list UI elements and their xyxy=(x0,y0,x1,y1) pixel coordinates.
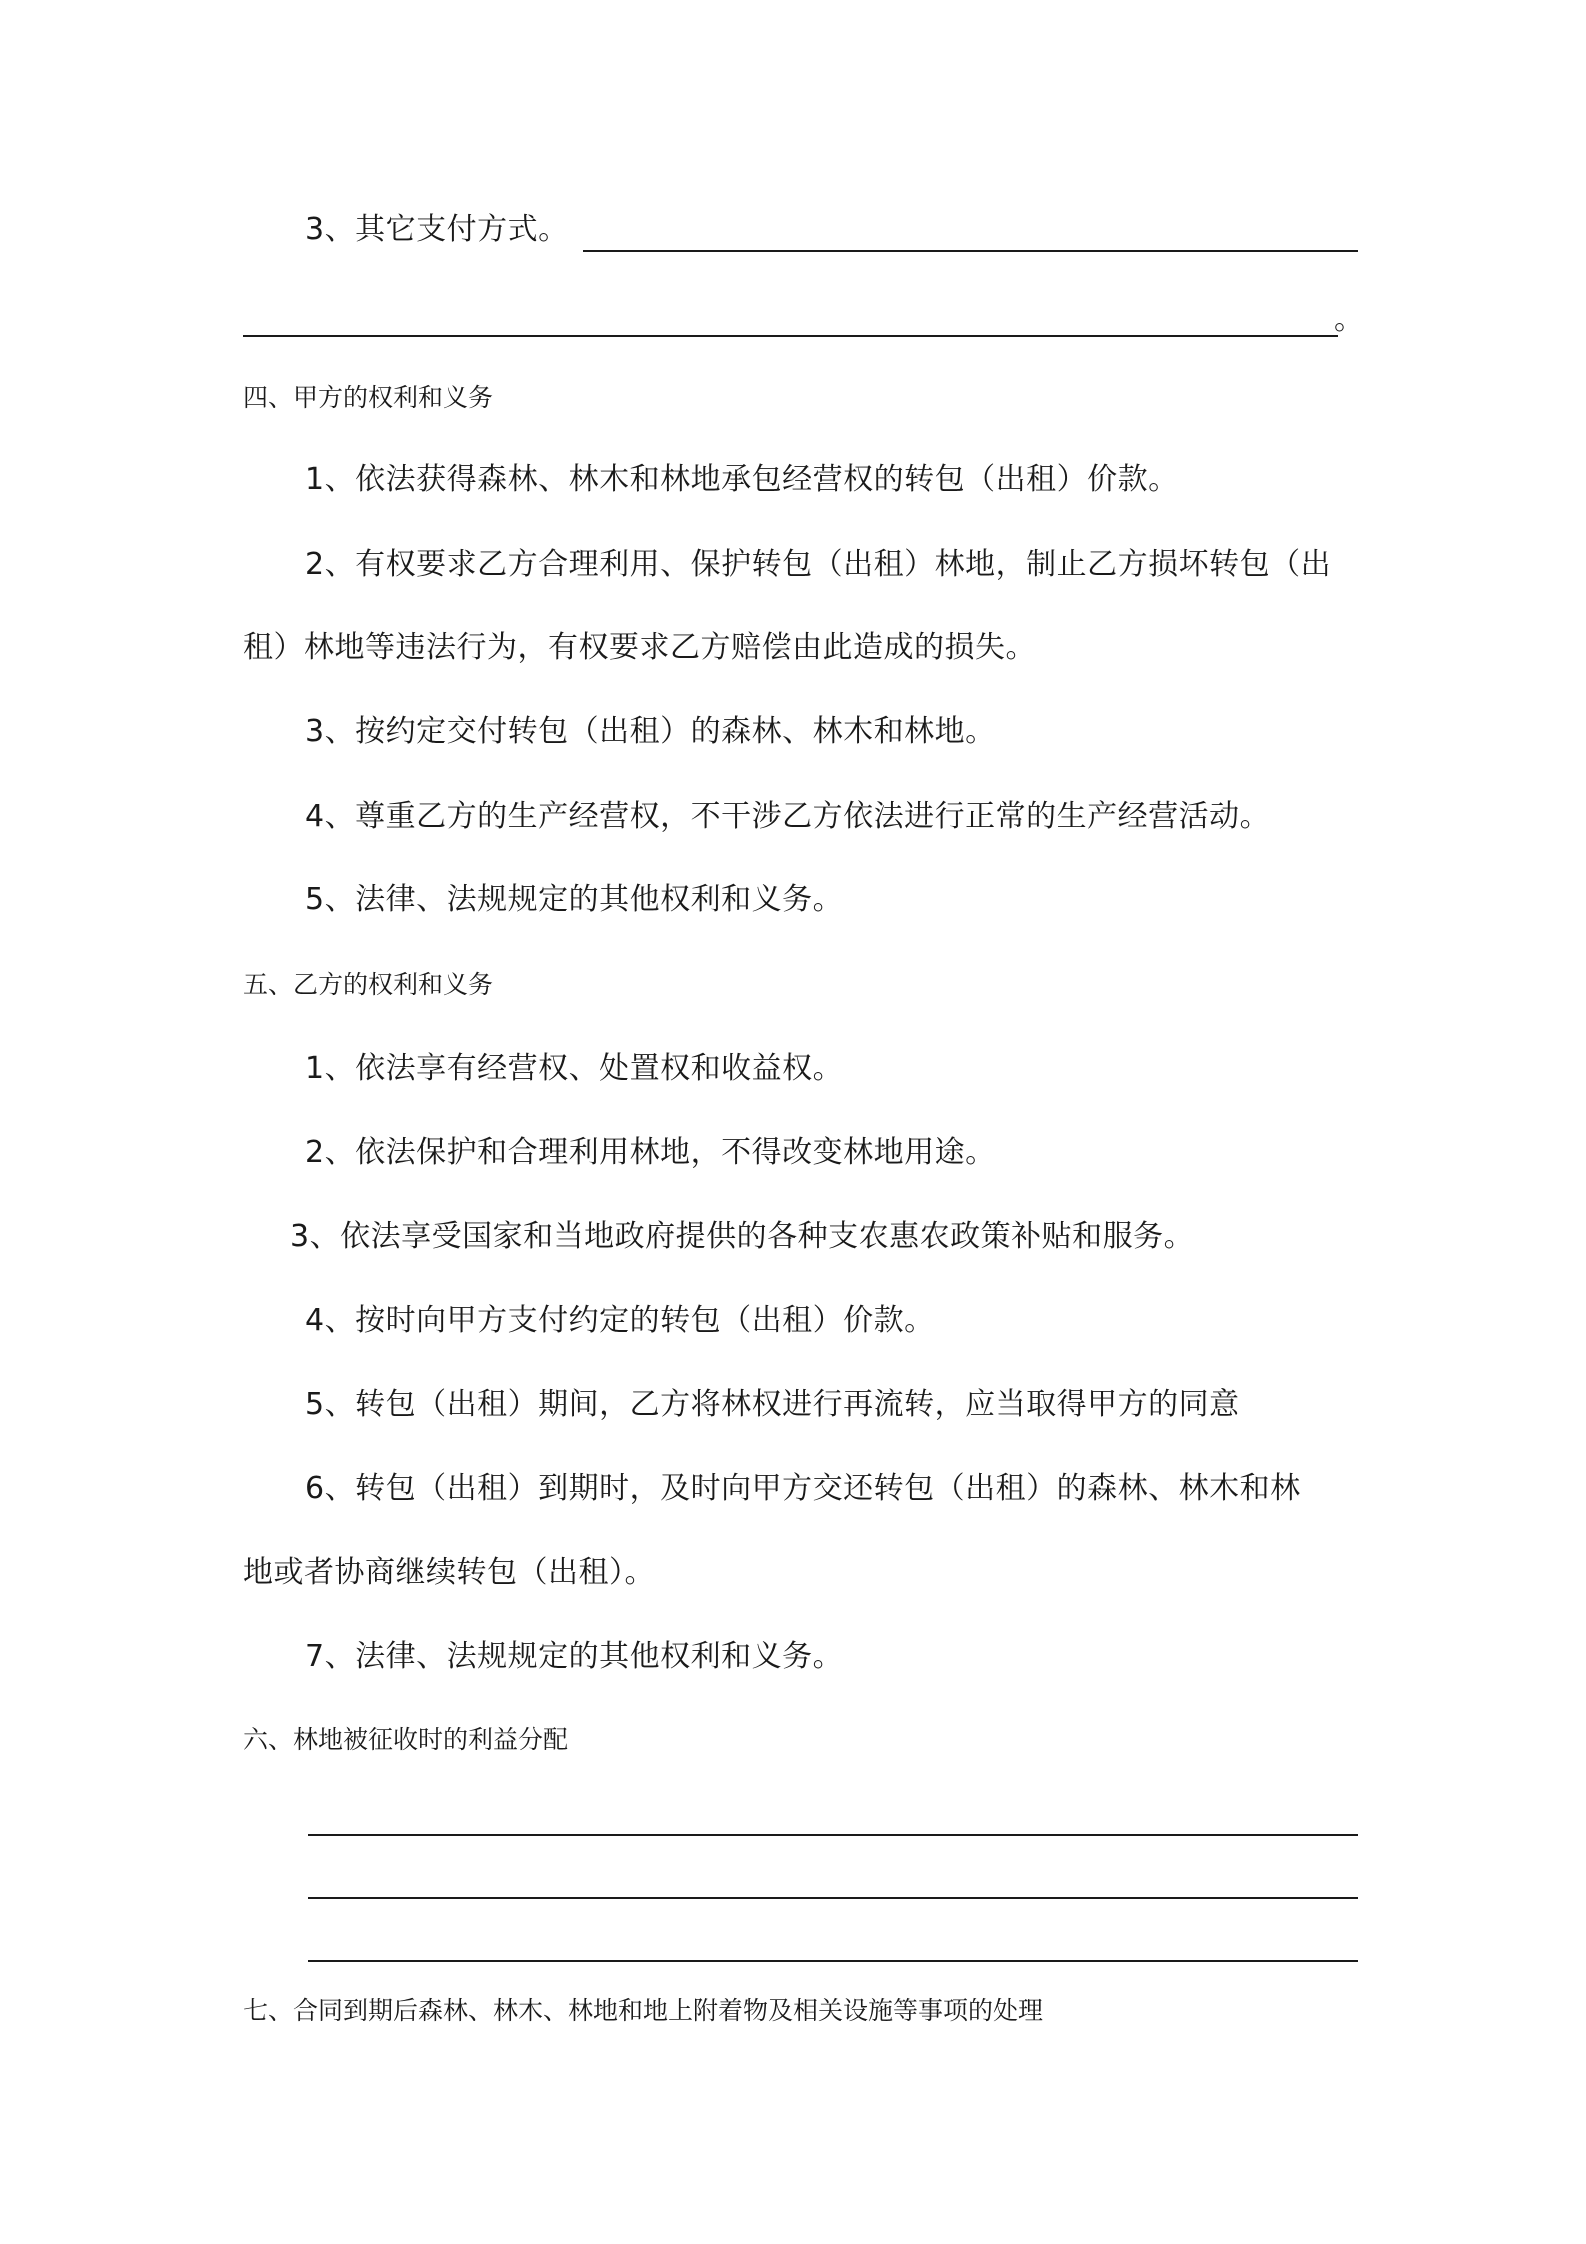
list-item: 7、法律、法规规定的其他权利和义务。 xyxy=(305,1639,844,1674)
list-item-continuation: 租）林地等违法行为，有权要求乙方赔偿由此造成的损失。 xyxy=(243,630,1036,665)
payment-item-3: 3、其它支付方式。 xyxy=(305,212,569,247)
section-heading: 四、甲方的权利和义务 xyxy=(243,383,494,412)
fill-in-line xyxy=(308,1960,1358,1962)
section-heading: 六、林地被征收时的利益分配 xyxy=(243,1725,569,1754)
list-item: 6、转包（出租）到期时，及时向甲方交还转包（出租）的森林、林木和林 xyxy=(305,1471,1301,1506)
list-item: 5、法律、法规规定的其他权利和义务。 xyxy=(305,882,844,917)
section-heading: 五、乙方的权利和义务 xyxy=(243,970,494,999)
list-item: 2、依法保护和合理利用林地，不得改变林地用途。 xyxy=(305,1135,996,1170)
list-item: 3、依法享受国家和当地政府提供的各种支农惠农政策补贴和服务。 xyxy=(290,1219,1195,1254)
list-item: 2、有权要求乙方合理利用、保护转包（出租）林地，制止乙方损坏转包（出 xyxy=(305,547,1332,582)
section-heading: 七、合同到期后森林、林木、林地和地上附着物及相关设施等事项的处理 xyxy=(243,1996,1044,2025)
fill-in-line xyxy=(308,1834,1358,1836)
list-item: 4、尊重乙方的生产经营权，不干涉乙方依法进行正常的生产经营活动。 xyxy=(305,799,1271,834)
list-item: 5、转包（出租）期间，乙方将林权进行再流转，应当取得甲方的同意 xyxy=(305,1387,1240,1422)
list-item: 1、依法获得森林、林木和林地承包经营权的转包（出租）价款。 xyxy=(305,462,1179,497)
list-item: 3、按约定交付转包（出租）的森林、林木和林地。 xyxy=(305,714,996,749)
list-item: 1、依法享有经营权、处置权和收益权。 xyxy=(305,1051,844,1086)
fill-in-line xyxy=(308,1897,1358,1899)
fill-in-line xyxy=(583,250,1358,252)
list-item: 4、按时向甲方支付约定的转包（出租）价款。 xyxy=(305,1303,935,1338)
end-mark: 。 xyxy=(1334,302,1364,337)
list-item-continuation: 地或者协商继续转包（出租）。 xyxy=(243,1555,655,1590)
fill-in-line xyxy=(243,335,1338,337)
